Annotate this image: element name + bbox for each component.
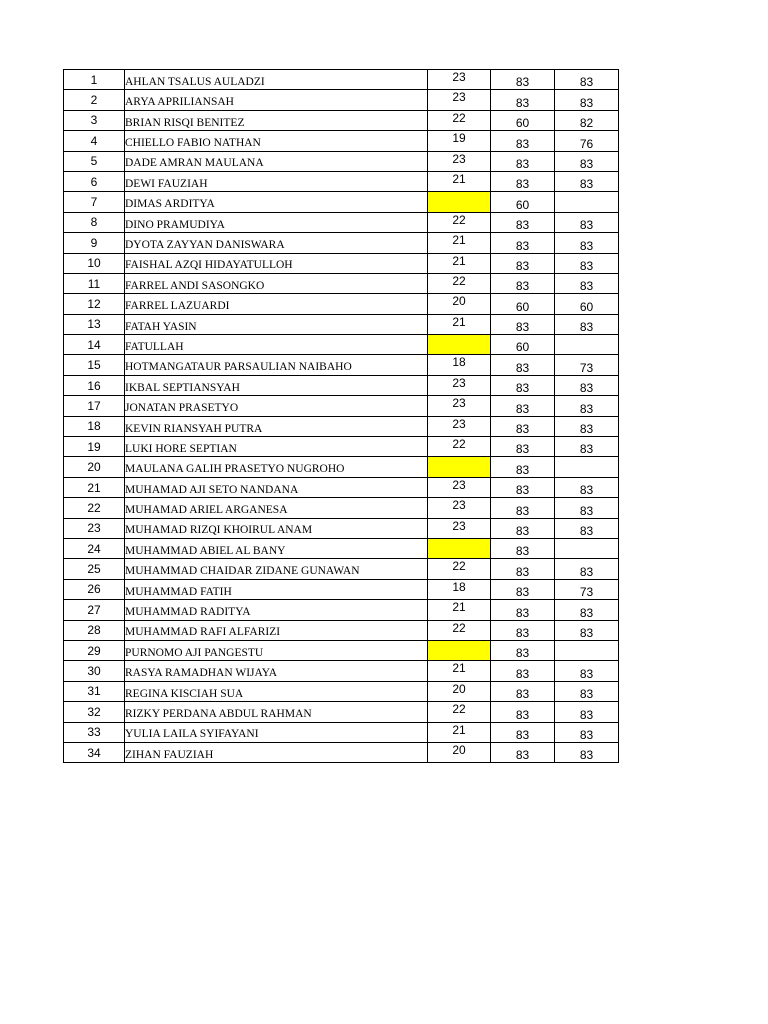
value-2-cell[interactable]: 83 bbox=[555, 742, 619, 762]
row-number-cell[interactable]: 7 bbox=[64, 192, 125, 212]
value-1-cell[interactable]: 83 bbox=[491, 314, 555, 334]
table-row bbox=[64, 661, 619, 681]
score-cell[interactable]: 23 bbox=[428, 151, 491, 171]
score-cell[interactable]: 22 bbox=[428, 212, 491, 232]
table-row bbox=[64, 457, 619, 477]
table-row bbox=[64, 640, 619, 660]
row-number-cell[interactable]: 28 bbox=[64, 620, 125, 640]
table-row bbox=[64, 600, 619, 620]
row-number-cell[interactable]: 26 bbox=[64, 579, 125, 599]
score-cell[interactable]: 23 bbox=[428, 396, 491, 416]
value-1-cell[interactable]: 83 bbox=[491, 416, 555, 436]
score-cell[interactable]: 22 bbox=[428, 110, 491, 130]
table-row bbox=[64, 131, 619, 151]
student-name-cell[interactable]: RIZKY PERDANA ABDUL RAHMAN bbox=[125, 702, 428, 722]
student-name-cell[interactable]: ARYA APRILIANSAH bbox=[125, 90, 428, 110]
score-cell[interactable]: 18 bbox=[428, 579, 491, 599]
student-name-cell[interactable]: MUHAMMAD ABIEL AL BANY bbox=[125, 538, 428, 558]
value-1-cell[interactable]: 83 bbox=[491, 559, 555, 579]
value-1-cell[interactable]: 83 bbox=[491, 253, 555, 273]
row-number-cell[interactable]: 4 bbox=[64, 131, 125, 151]
student-name-cell[interactable]: MUHAMAD ARIEL ARGANESA bbox=[125, 498, 428, 518]
value-2-cell[interactable]: 83 bbox=[555, 396, 619, 416]
value-2-cell[interactable]: 83 bbox=[555, 375, 619, 395]
row-number-cell[interactable]: 16 bbox=[64, 375, 125, 395]
table-row bbox=[64, 314, 619, 334]
table-row bbox=[64, 477, 619, 497]
value-2-cell[interactable]: 60 bbox=[555, 294, 619, 314]
score-cell[interactable]: 22 bbox=[428, 620, 491, 640]
value-1-cell[interactable]: 83 bbox=[491, 437, 555, 457]
value-2-cell[interactable]: 83 bbox=[555, 477, 619, 497]
student-name-cell[interactable]: FARREL LAZUARDI bbox=[125, 294, 428, 314]
student-name-cell[interactable]: FATULLAH bbox=[125, 335, 428, 355]
table-body bbox=[64, 70, 619, 763]
value-1-cell[interactable]: 83 bbox=[491, 477, 555, 497]
value-2-cell[interactable]: 82 bbox=[555, 110, 619, 130]
table-row bbox=[64, 620, 619, 640]
value-2-cell[interactable]: 83 bbox=[555, 559, 619, 579]
row-number-cell[interactable]: 1 bbox=[64, 70, 125, 90]
value-2-cell[interactable] bbox=[555, 335, 619, 355]
student-name-cell[interactable]: MUHAMMAD RAFI ALFARIZI bbox=[125, 620, 428, 640]
value-1-cell[interactable]: 83 bbox=[491, 579, 555, 599]
table-row bbox=[64, 518, 619, 538]
value-1-cell[interactable]: 83 bbox=[491, 498, 555, 518]
value-2-cell[interactable]: 83 bbox=[555, 314, 619, 334]
row-number-cell[interactable]: 15 bbox=[64, 355, 125, 375]
score-cell[interactable]: 22 bbox=[428, 273, 491, 293]
row-number-cell[interactable]: 10 bbox=[64, 253, 125, 273]
value-1-cell[interactable]: 83 bbox=[491, 640, 555, 660]
value-2-cell[interactable] bbox=[555, 538, 619, 558]
value-2-cell[interactable]: 83 bbox=[555, 681, 619, 701]
value-1-cell[interactable]: 60 bbox=[491, 192, 555, 212]
table-row bbox=[64, 212, 619, 232]
value-1-cell[interactable]: 83 bbox=[491, 90, 555, 110]
table-row bbox=[64, 416, 619, 436]
student-name-cell[interactable]: AHLAN TSALUS AULADZI bbox=[125, 70, 428, 90]
student-name-cell[interactable]: FATAH YASIN bbox=[125, 314, 428, 334]
student-name-cell[interactable]: MUHAMMAD RADITYA bbox=[125, 600, 428, 620]
value-1-cell[interactable]: 83 bbox=[491, 518, 555, 538]
row-number-cell[interactable]: 5 bbox=[64, 151, 125, 171]
value-2-cell[interactable]: 83 bbox=[555, 233, 619, 253]
score-cell[interactable] bbox=[428, 640, 491, 660]
student-name-cell[interactable]: DADE AMRAN MAULANA bbox=[125, 151, 428, 171]
score-cell[interactable]: 21 bbox=[428, 722, 491, 742]
value-1-cell[interactable]: 83 bbox=[491, 396, 555, 416]
student-name-cell[interactable]: DEWI FAUZIAH bbox=[125, 171, 428, 191]
score-cell[interactable]: 21 bbox=[428, 314, 491, 334]
table-row bbox=[64, 579, 619, 599]
row-number-cell[interactable]: 3 bbox=[64, 110, 125, 130]
student-name-cell[interactable]: KEVIN RIANSYAH PUTRA bbox=[125, 416, 428, 436]
student-name-cell[interactable]: DIMAS ARDITYA bbox=[125, 192, 428, 212]
student-name-cell[interactable]: BRIAN RISQI BENITEZ bbox=[125, 110, 428, 130]
row-number-cell[interactable]: 19 bbox=[64, 437, 125, 457]
score-cell[interactable]: 23 bbox=[428, 518, 491, 538]
value-1-cell[interactable]: 83 bbox=[491, 375, 555, 395]
value-1-cell[interactable]: 83 bbox=[491, 212, 555, 232]
student-score-table bbox=[63, 69, 619, 763]
row-number-cell[interactable]: 34 bbox=[64, 742, 125, 762]
value-2-cell[interactable]: 83 bbox=[555, 253, 619, 273]
score-cell[interactable]: 22 bbox=[428, 559, 491, 579]
student-name-cell[interactable]: JONATAN PRASETYO bbox=[125, 396, 428, 416]
table-row bbox=[64, 171, 619, 191]
value-2-cell[interactable]: 83 bbox=[555, 498, 619, 518]
score-cell[interactable]: 23 bbox=[428, 416, 491, 436]
value-2-cell[interactable]: 83 bbox=[555, 722, 619, 742]
value-2-cell[interactable]: 83 bbox=[555, 661, 619, 681]
row-number-cell[interactable]: 9 bbox=[64, 233, 125, 253]
student-name-cell[interactable]: MUHAMAD AJI SETO NANDANA bbox=[125, 477, 428, 497]
value-2-cell[interactable]: 83 bbox=[555, 437, 619, 457]
row-number-cell[interactable]: 32 bbox=[64, 702, 125, 722]
value-1-cell[interactable]: 83 bbox=[491, 355, 555, 375]
value-1-cell[interactable]: 83 bbox=[491, 742, 555, 762]
table-row bbox=[64, 355, 619, 375]
value-1-cell[interactable]: 83 bbox=[491, 702, 555, 722]
value-1-cell[interactable]: 83 bbox=[491, 457, 555, 477]
value-2-cell[interactable]: 83 bbox=[555, 90, 619, 110]
score-cell[interactable]: 22 bbox=[428, 702, 491, 722]
table-row bbox=[64, 538, 619, 558]
table-row bbox=[64, 375, 619, 395]
value-1-cell[interactable]: 83 bbox=[491, 681, 555, 701]
score-cell[interactable]: 23 bbox=[428, 477, 491, 497]
student-name-cell[interactable]: FAISHAL AZQI HIDAYATULLOH bbox=[125, 253, 428, 273]
value-1-cell[interactable]: 83 bbox=[491, 620, 555, 640]
student-name-cell[interactable]: YULIA LAILA SYIFAYANI bbox=[125, 722, 428, 742]
value-2-cell[interactable]: 83 bbox=[555, 600, 619, 620]
student-name-cell[interactable]: DINO PRAMUDIYA bbox=[125, 212, 428, 232]
value-1-cell[interactable]: 83 bbox=[491, 600, 555, 620]
row-number-cell[interactable]: 12 bbox=[64, 294, 125, 314]
table-row bbox=[64, 681, 619, 701]
value-1-cell[interactable]: 60 bbox=[491, 110, 555, 130]
row-number-cell[interactable]: 6 bbox=[64, 171, 125, 191]
row-number-cell[interactable]: 18 bbox=[64, 416, 125, 436]
value-1-cell[interactable]: 60 bbox=[491, 294, 555, 314]
row-number-cell[interactable]: 2 bbox=[64, 90, 125, 110]
row-number-cell[interactable]: 30 bbox=[64, 661, 125, 681]
score-cell[interactable]: 23 bbox=[428, 498, 491, 518]
row-number-cell[interactable]: 22 bbox=[64, 498, 125, 518]
score-cell[interactable]: 22 bbox=[428, 437, 491, 457]
value-1-cell[interactable]: 83 bbox=[491, 171, 555, 191]
student-name-cell[interactable]: FARREL ANDI SASONGKO bbox=[125, 273, 428, 293]
score-cell[interactable]: 21 bbox=[428, 171, 491, 191]
table-row bbox=[64, 192, 619, 212]
table-row bbox=[64, 335, 619, 355]
value-2-cell[interactable]: 76 bbox=[555, 131, 619, 151]
student-name-cell[interactable]: LUKI HORE SEPTIAN bbox=[125, 437, 428, 457]
score-cell[interactable]: 20 bbox=[428, 294, 491, 314]
row-number-cell[interactable]: 11 bbox=[64, 273, 125, 293]
student-name-cell[interactable]: RASYA RAMADHAN WIJAYA bbox=[125, 661, 428, 681]
row-number-cell[interactable]: 31 bbox=[64, 681, 125, 701]
score-cell[interactable] bbox=[428, 538, 491, 558]
row-number-cell[interactable]: 21 bbox=[64, 477, 125, 497]
table-row bbox=[64, 70, 619, 90]
value-2-cell[interactable]: 83 bbox=[555, 151, 619, 171]
student-name-cell[interactable]: CHIELLO FABIO NATHAN bbox=[125, 131, 428, 151]
row-number-cell[interactable]: 17 bbox=[64, 396, 125, 416]
table-row bbox=[64, 233, 619, 253]
value-2-cell[interactable]: 73 bbox=[555, 579, 619, 599]
score-cell[interactable]: 23 bbox=[428, 90, 491, 110]
value-2-cell[interactable]: 83 bbox=[555, 702, 619, 722]
row-number-cell[interactable]: 8 bbox=[64, 212, 125, 232]
value-2-cell[interactable]: 83 bbox=[555, 416, 619, 436]
student-name-cell[interactable]: PURNOMO AJI PANGESTU bbox=[125, 640, 428, 660]
student-name-cell[interactable]: MAULANA GALIH PRASETYO NUGROHO bbox=[125, 457, 428, 477]
score-cell[interactable]: 20 bbox=[428, 742, 491, 762]
table-row bbox=[64, 151, 619, 171]
value-1-cell[interactable]: 83 bbox=[491, 661, 555, 681]
value-2-cell[interactable]: 83 bbox=[555, 273, 619, 293]
score-cell[interactable]: 20 bbox=[428, 681, 491, 701]
table-row bbox=[64, 742, 619, 762]
value-1-cell[interactable]: 83 bbox=[491, 70, 555, 90]
score-cell[interactable]: 23 bbox=[428, 70, 491, 90]
score-cell[interactable] bbox=[428, 335, 491, 355]
value-2-cell[interactable] bbox=[555, 640, 619, 660]
score-cell[interactable]: 21 bbox=[428, 253, 491, 273]
value-2-cell[interactable]: 83 bbox=[555, 518, 619, 538]
value-2-cell[interactable] bbox=[555, 192, 619, 212]
row-number-cell[interactable]: 33 bbox=[64, 722, 125, 742]
row-number-cell[interactable]: 24 bbox=[64, 538, 125, 558]
table-row bbox=[64, 396, 619, 416]
table-row bbox=[64, 294, 619, 314]
value-2-cell[interactable]: 73 bbox=[555, 355, 619, 375]
student-name-cell[interactable]: REGINA KISCIAH SUA bbox=[125, 681, 428, 701]
score-cell[interactable]: 21 bbox=[428, 600, 491, 620]
value-1-cell[interactable]: 83 bbox=[491, 151, 555, 171]
student-name-cell[interactable]: MUHAMAD RIZQI KHOIRUL ANAM bbox=[125, 518, 428, 538]
score-cell[interactable]: 18 bbox=[428, 355, 491, 375]
table-row bbox=[64, 253, 619, 273]
value-2-cell[interactable]: 83 bbox=[555, 171, 619, 191]
value-1-cell[interactable]: 60 bbox=[491, 335, 555, 355]
score-cell[interactable]: 19 bbox=[428, 131, 491, 151]
row-number-cell[interactable]: 23 bbox=[64, 518, 125, 538]
table-row bbox=[64, 437, 619, 457]
score-cell[interactable]: 23 bbox=[428, 375, 491, 395]
row-number-cell[interactable]: 29 bbox=[64, 640, 125, 660]
student-name-cell[interactable]: MUHAMMAD CHAIDAR ZIDANE GUNAWAN bbox=[125, 559, 428, 579]
value-1-cell[interactable]: 83 bbox=[491, 233, 555, 253]
score-cell[interactable]: 21 bbox=[428, 661, 491, 681]
row-number-cell[interactable]: 13 bbox=[64, 314, 125, 334]
value-2-cell[interactable]: 83 bbox=[555, 620, 619, 640]
table-row bbox=[64, 702, 619, 722]
table-row bbox=[64, 722, 619, 742]
table-row bbox=[64, 559, 619, 579]
value-1-cell[interactable]: 83 bbox=[491, 273, 555, 293]
row-number-cell[interactable]: 27 bbox=[64, 600, 125, 620]
value-2-cell[interactable] bbox=[555, 457, 619, 477]
row-number-cell[interactable]: 25 bbox=[64, 559, 125, 579]
score-cell[interactable] bbox=[428, 192, 491, 212]
student-name-cell[interactable]: IKBAL SEPTIANSYAH bbox=[125, 375, 428, 395]
student-name-cell[interactable]: DYOTA ZAYYAN DANISWARA bbox=[125, 233, 428, 253]
student-name-cell[interactable]: MUHAMMAD FATIH bbox=[125, 579, 428, 599]
value-1-cell[interactable]: 83 bbox=[491, 722, 555, 742]
row-number-cell[interactable]: 20 bbox=[64, 457, 125, 477]
row-number-cell[interactable]: 14 bbox=[64, 335, 125, 355]
student-name-cell[interactable]: HOTMANGATAUR PARSAULIAN NAIBAHO bbox=[125, 355, 428, 375]
score-cell[interactable]: 21 bbox=[428, 233, 491, 253]
table-row bbox=[64, 110, 619, 130]
score-cell[interactable] bbox=[428, 457, 491, 477]
value-1-cell[interactable]: 83 bbox=[491, 131, 555, 151]
table-row bbox=[64, 498, 619, 518]
value-2-cell[interactable]: 83 bbox=[555, 212, 619, 232]
table-row bbox=[64, 273, 619, 293]
student-name-cell[interactable]: ZIHAN FAUZIAH bbox=[125, 742, 428, 762]
table-row bbox=[64, 90, 619, 110]
value-1-cell[interactable]: 83 bbox=[491, 538, 555, 558]
value-2-cell[interactable]: 83 bbox=[555, 70, 619, 90]
